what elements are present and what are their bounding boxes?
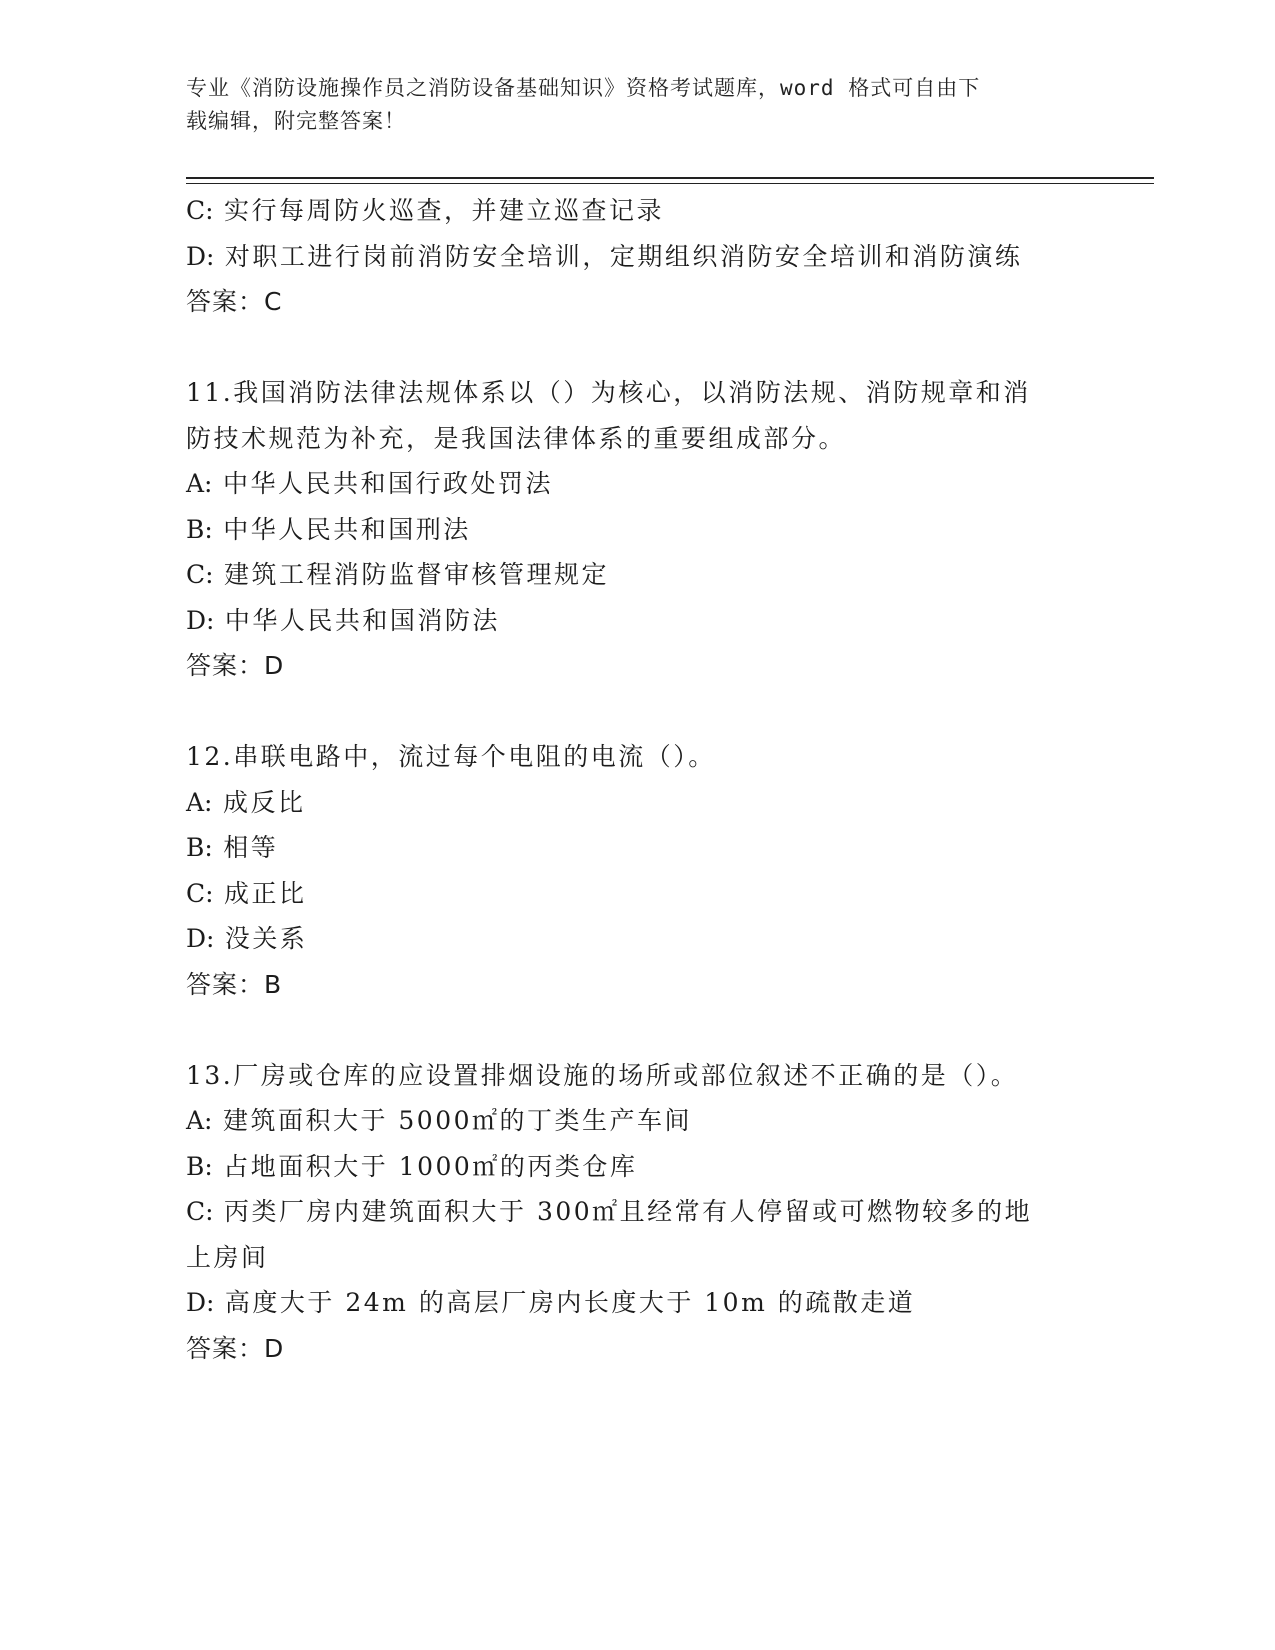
option-d: D: 中华人民共和国消防法 bbox=[186, 605, 500, 635]
option-c: C: 实行每周防火巡查，并建立巡查记录 bbox=[186, 196, 665, 225]
option-a: A: 中华人民共和国行政处罚法 bbox=[186, 469, 553, 498]
answer: 答案：D bbox=[186, 651, 285, 680]
question-list bbox=[186, 188, 1086, 1371]
option-b: B: 中华人民共和国刑法 bbox=[186, 514, 471, 544]
option-d: D: 对职工进行岗前消防安全培训，定期组织消防安全培训和消防演练 bbox=[186, 241, 1023, 271]
answer: 答案：C bbox=[186, 287, 283, 316]
option-c-continued: 上房间 bbox=[186, 1242, 269, 1272]
option-b: B: 相等 bbox=[186, 833, 279, 862]
question-11 bbox=[186, 370, 1086, 689]
answer: 答案：D bbox=[186, 1333, 285, 1363]
spacer bbox=[186, 1007, 1086, 1053]
header-line-2: 载编辑，附完整答案！ bbox=[186, 109, 406, 133]
option-c: C: 丙类厂房内建筑面积大于 300㎡且经常有人停留或可燃物较多的地 bbox=[186, 1197, 1033, 1226]
option-a: A: 成反比 bbox=[186, 787, 306, 817]
option-a: A: 建筑面积大于 5000㎡的丁类生产车间 bbox=[186, 1106, 693, 1135]
document-header bbox=[186, 72, 1076, 138]
header-line-1: 专业《消防设施操作员之消防设备基础知识》资格考试题库，word 格式可自由下 bbox=[186, 76, 981, 100]
spacer bbox=[186, 689, 1086, 735]
question-stem: 12.串联电路中，流过每个电阻的电流（）。 bbox=[186, 742, 716, 771]
answer: 答案：B bbox=[186, 969, 283, 999]
option-b: B: 占地面积大于 1000㎡的丙类仓库 bbox=[186, 1151, 638, 1181]
option-c: C: 建筑工程消防监督审核管理规定 bbox=[186, 560, 610, 589]
option-d: D: 没关系 bbox=[186, 924, 308, 953]
question-stem-cont: 防技术规范为补充，是我国法律体系的重要组成部分。 bbox=[186, 423, 847, 453]
question-12 bbox=[186, 734, 1086, 1007]
header-divider-thick bbox=[186, 177, 1154, 179]
question-stem: 13.厂房或仓库的应设置排烟设施的场所或部位叙述不正确的是（）。 bbox=[186, 1060, 1019, 1090]
option-d: D: 高度大于 24m 的高层厂房内长度大于 10m 的疏散走道 bbox=[186, 1288, 916, 1317]
question-stem: 11.我国消防法律法规体系以（）为核心，以消防法规、消防规章和消 bbox=[186, 378, 1031, 407]
question-10-tail bbox=[186, 188, 1086, 325]
spacer bbox=[186, 325, 1086, 371]
question-13 bbox=[186, 1053, 1086, 1372]
header-divider-thin bbox=[186, 183, 1154, 184]
option-c: C: 成正比 bbox=[186, 878, 307, 908]
